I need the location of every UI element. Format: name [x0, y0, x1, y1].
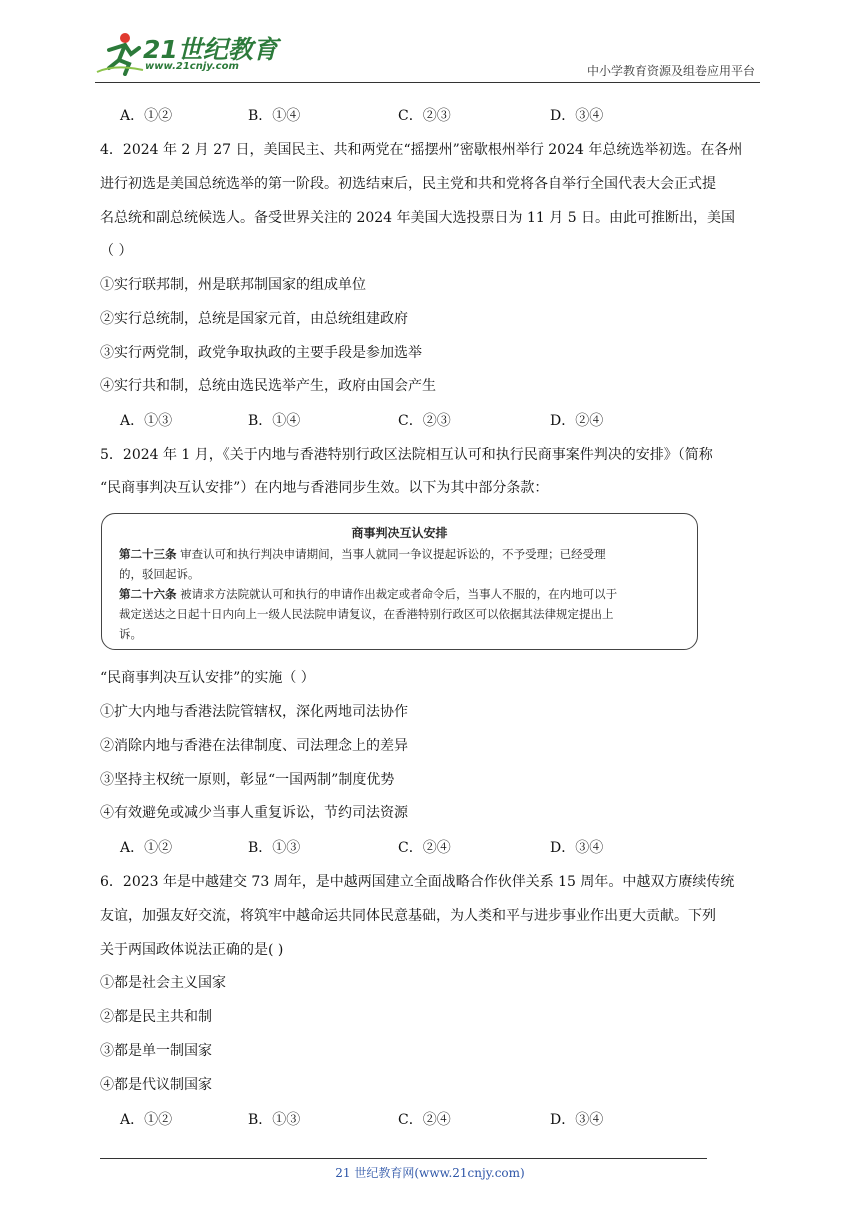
article-23-text: 审查认可和执行判决申请期间，当事人就同一争议提起诉讼的，不予受理；已经受理	[180, 547, 606, 561]
q4-item: ③实行两党制，政党争取执政的主要手段是参加选举	[100, 345, 422, 361]
header-divider	[95, 82, 760, 83]
site-logo[interactable]	[95, 28, 278, 80]
clause-line: 的，驳回起诉。	[119, 567, 200, 581]
q5-item: ①扩大内地与香港法院管辖权，深化两地司法协作	[100, 704, 408, 720]
logo-url: www.21cnjy.com	[145, 61, 239, 72]
q6-item: ④都是代议制国家	[100, 1077, 212, 1093]
q4-item: ①实行联邦制，州是联邦制国家的组成单位	[100, 277, 366, 293]
q6-stem-line: 6．2023 年是中越建交 73 周年，是中越两国建立全面战略合作伙伴关系 15 周年。中越双方赓续传统	[100, 874, 735, 890]
q6-option-c[interactable]: C．②④	[398, 1112, 451, 1128]
q4-stem-line: 4．2024 年 2 月 27 日，美国民主、共和两党在“摇摆州”密歇根州举行 2024 年总统选举初选。在各州	[100, 142, 743, 158]
q5-options	[120, 837, 720, 857]
page-header	[0, 0, 860, 90]
q6-stem-line: 友谊，加强友好交流，将筑牢中越命运共同体民意基础，为人类和平与进步事业作出更大贡献。下列	[100, 908, 716, 924]
q6-item: ③都是单一制国家	[100, 1043, 212, 1059]
q6-option-a[interactable]: A．①②	[120, 1112, 173, 1128]
article-26-label: 第二十六条	[119, 587, 177, 601]
clause-box	[101, 513, 698, 650]
runner-icon	[95, 28, 147, 76]
q5-question: “民商事判决互认安排”的实施（ ）	[100, 670, 315, 686]
q5-item: ③坚持主权统一原则，彰显“一国两制”制度优势	[100, 772, 395, 788]
clause-line: 裁定送达之日起十日内向上一级人民法院申请复议，在香港特别行政区可以依据其法律规定提出上	[119, 607, 614, 621]
q4-item: ②实行总统制，总统是国家元首，由总统组建政府	[100, 311, 408, 327]
q6-item: ②都是民主共和制	[100, 1009, 212, 1025]
footer-divider	[100, 1158, 707, 1159]
q5-option-a[interactable]: A．①②	[120, 840, 173, 856]
article-23-label: 第二十三条	[119, 547, 177, 561]
q3-options	[120, 105, 720, 125]
q5-option-b[interactable]: B．①③	[248, 840, 301, 856]
q4-option-c[interactable]: C．②③	[398, 413, 451, 429]
q4-stem-line: （ ）	[100, 243, 133, 259]
q4-options	[120, 410, 720, 430]
q4-option-d[interactable]: D．②④	[550, 413, 604, 429]
q3-option-a[interactable]: A．①②	[120, 108, 173, 124]
q6-stem-line: 关于两国政体说法正确的是( )	[100, 942, 284, 958]
q3-option-b[interactable]: B．①④	[248, 108, 301, 124]
clause-line	[119, 585, 617, 603]
q5-item: ②消除内地与香港在法律制度、司法理念上的差异	[100, 738, 408, 754]
q4-stem-line: 进行初选是美国总统选举的第一阶段。初选结束后，民主党和共和党将各自举行全国代表大会正式提	[100, 176, 716, 192]
q4-option-b[interactable]: B．①④	[248, 413, 301, 429]
q5-item: ④有效避免或减少当事人重复诉讼，节约司法资源	[100, 805, 408, 821]
q4-option-a[interactable]: A．①③	[120, 413, 173, 429]
logo-text: 21世纪教育	[143, 35, 278, 64]
q5-option-d[interactable]: D．③④	[550, 840, 604, 856]
q4-item: ④实行共和制，总统由选民选举产生，政府由国会产生	[100, 378, 436, 394]
q6-options	[120, 1109, 720, 1129]
q3-option-c[interactable]: C．②③	[398, 108, 451, 124]
q3-option-d[interactable]: D．③④	[550, 108, 604, 124]
q4-stem-line: 名总统和副总统候选人。备受世界关注的 2024 年美国大选投票日为 11 月 5 日。由此可推断出，美国	[100, 210, 736, 226]
q5-option-c[interactable]: C．②④	[398, 840, 451, 856]
platform-label: 中小学教育资源及组卷应用平台	[586, 64, 755, 78]
clause-box-title: 商事判决互认安排	[351, 526, 448, 540]
footer-link[interactable]: 21 世纪教育网(www.21cnjy.com)	[335, 1166, 525, 1180]
q5-stem-line: 5．2024 年 1 月，《关于内地与香港特别行政区法院相互认可和执行民商事案件判决的安排》（简称	[100, 447, 713, 463]
q6-item: ①都是社会主义国家	[100, 975, 226, 991]
clause-line	[119, 545, 606, 563]
q6-option-b[interactable]: B．①③	[248, 1112, 301, 1128]
article-26-text: 被请求方法院就认可和执行的申请作出裁定或者命令后，当事人不服的，在内地可以于	[180, 587, 618, 601]
clause-line: 诉。	[119, 627, 142, 641]
q5-stem-line: “民商事判决互认安排”）在内地与香港同步生效。以下为其中部分条款：	[100, 480, 549, 496]
q6-option-d[interactable]: D．③④	[550, 1112, 604, 1128]
